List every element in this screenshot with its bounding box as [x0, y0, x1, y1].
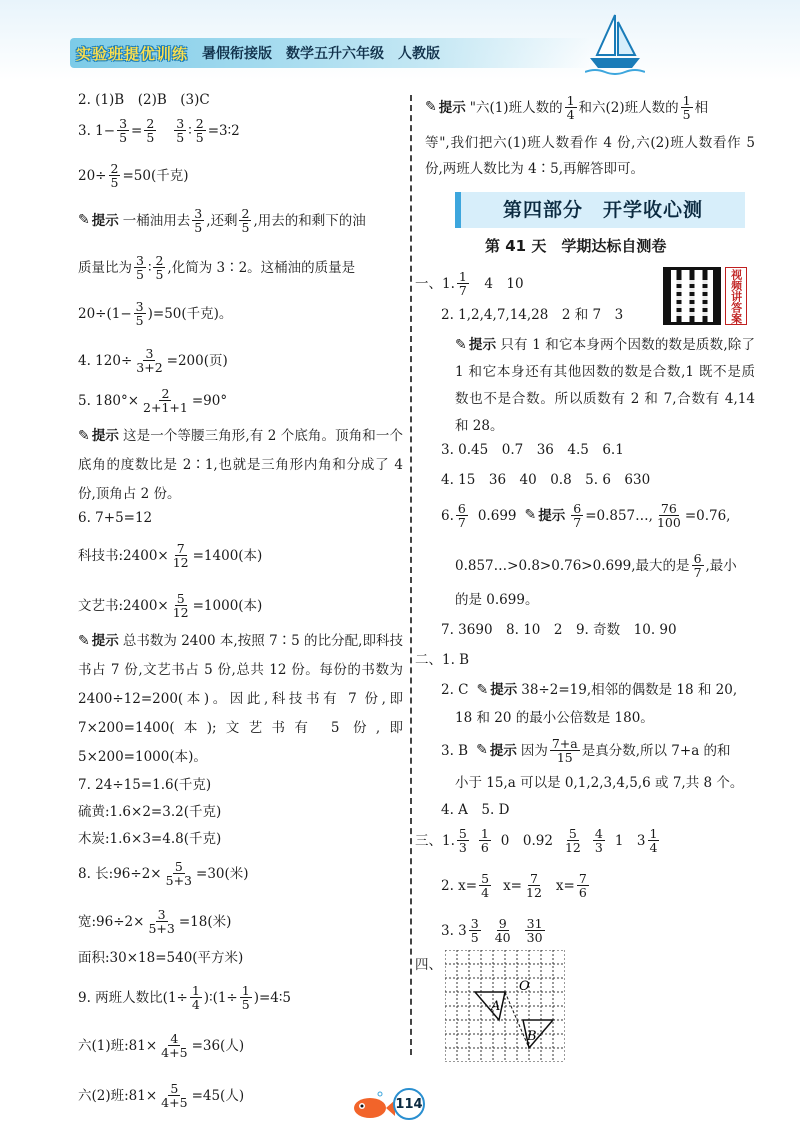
hint-icon: ✎	[455, 337, 467, 353]
fraction	[171, 542, 191, 569]
denominator: 4	[566, 107, 575, 123]
answer-q8	[78, 860, 249, 887]
fraction	[550, 737, 580, 764]
answer-text: =200(页)	[166, 352, 228, 369]
numerator: 4	[170, 1031, 179, 1046]
fraction	[456, 502, 468, 529]
fraction	[159, 1082, 189, 1109]
answer-q8-line2	[78, 908, 231, 935]
section-banner	[455, 192, 745, 228]
denominator: 5	[119, 130, 128, 146]
denominator: 7	[457, 515, 466, 531]
fraction	[593, 827, 605, 854]
answer-q7-line2	[78, 804, 221, 820]
denominator: 4	[191, 997, 200, 1013]
hint-q3-line1	[78, 207, 366, 234]
answer-text: 2. x=	[441, 877, 478, 894]
hint-icon: ✎	[78, 633, 90, 649]
fraction	[563, 827, 583, 854]
answer-text: 4. 15 36 40 0.8 5. 6 630	[441, 472, 651, 488]
denominator: 5	[155, 267, 164, 283]
denominator: 5+3	[165, 873, 193, 889]
answer-s2-q1	[415, 652, 469, 668]
hint-label: 提示	[538, 507, 566, 524]
hint-q9-line1	[425, 94, 708, 121]
answer-q2	[78, 92, 210, 108]
answer-text: ∶	[188, 122, 192, 139]
answer-text: 20÷	[78, 167, 107, 184]
edition-label: 人教版	[398, 46, 441, 62]
answer-q7-line3	[78, 831, 221, 847]
fraction	[141, 387, 190, 414]
denominator: 2+1+1	[143, 400, 188, 416]
hint-text: 38÷2=19,相邻的偶数是 18 和 20,	[521, 682, 738, 699]
fraction	[479, 872, 491, 899]
denominator: 7	[573, 515, 582, 531]
answer-s2-q4	[441, 802, 509, 818]
numerator: 6	[457, 501, 466, 516]
denominator: 30	[526, 930, 543, 946]
hint-icon: ✎	[476, 742, 488, 759]
numerator: 3	[194, 206, 203, 221]
hint-label: 提示	[438, 99, 466, 116]
hint-s1-q2	[455, 332, 755, 440]
denominator: 12	[526, 885, 542, 901]
fraction	[525, 917, 545, 944]
answer-text: 六(2)班:81×	[78, 1087, 158, 1104]
denominator: 5+3	[148, 921, 175, 937]
fraction	[159, 1032, 189, 1059]
fraction	[571, 502, 583, 529]
fraction	[457, 270, 469, 297]
fraction	[469, 917, 481, 944]
answer-text: 二、1. B	[415, 652, 470, 668]
answer-text: 0 0.92	[500, 832, 553, 849]
answer-s1-q2	[441, 307, 623, 323]
fraction	[153, 254, 165, 281]
answer-text: =	[131, 122, 143, 139]
hint-icon: ✎	[524, 507, 537, 524]
fraction	[190, 984, 202, 1011]
numerator: 9	[498, 916, 507, 931]
answer-s1-q6-line3	[455, 592, 538, 608]
hint-label: 提示	[91, 428, 120, 444]
numerator: 2	[161, 386, 170, 401]
denominator: 5	[470, 930, 479, 946]
denominator: 5	[241, 220, 250, 236]
hint-label: 提示	[489, 742, 517, 759]
answer-text: 4. 120÷	[78, 352, 133, 369]
fraction	[648, 827, 660, 854]
numerator: 3	[119, 116, 128, 131]
answer-q9-line2	[78, 1032, 244, 1059]
answer-text: 5. 180°×	[78, 392, 140, 409]
answer-text: 4 10	[470, 275, 524, 292]
fraction	[164, 860, 194, 887]
fraction	[655, 502, 683, 529]
numerator: 3	[157, 907, 166, 922]
hint-text: ,最小	[705, 557, 737, 574]
section-title: 第四部分 开学收心测	[502, 198, 703, 221]
answer-s3-q3	[441, 917, 547, 944]
denominator: 5	[135, 313, 144, 329]
denominator: 12	[172, 555, 189, 571]
answer-s2-q3-line2	[455, 775, 743, 791]
numerator: 1	[649, 826, 658, 841]
answer-text: 6.	[441, 507, 454, 524]
page-number: 114	[393, 1088, 425, 1120]
fraction	[692, 552, 704, 579]
numerator: 3	[176, 116, 185, 131]
answer-q8-line3	[78, 950, 243, 966]
answer-text: 3. 3	[441, 922, 467, 939]
answer-text: 面积:30×18=540(平方米)	[78, 950, 244, 966]
hint-text: =0.76,	[684, 507, 731, 524]
numerator: 1	[480, 826, 489, 841]
answer-text: 文艺书:2400×	[78, 597, 169, 614]
answer-q6-line3	[78, 592, 262, 619]
denominator: 5	[682, 107, 691, 123]
answer-text: 3. B	[441, 742, 469, 759]
answer-text: 科技书:2400×	[78, 547, 169, 564]
fraction	[134, 254, 146, 281]
answer-s2-q2-line2	[455, 710, 654, 726]
answer-text: =1400(本)	[192, 547, 263, 564]
numerator: 4	[594, 826, 603, 841]
hint-text: 0.857…>0.8>0.76>0.699,最大的是	[455, 557, 690, 574]
fraction	[457, 827, 469, 854]
answer-q3	[78, 117, 240, 144]
denominator: 4	[649, 840, 658, 856]
hint-text: 和六(2)班人数的	[578, 99, 679, 116]
answer-text: 1 3	[614, 832, 646, 849]
answer-q6-line2	[78, 542, 262, 569]
answer-text: =90°	[191, 392, 228, 409]
hint-text: )=50(千克)。	[147, 305, 233, 322]
answer-text: 三、1.	[415, 832, 455, 849]
answer-text: x=	[555, 877, 575, 894]
answer-s3-q1	[415, 827, 661, 854]
numerator: 7+a	[551, 736, 578, 751]
point-o-label: O	[519, 979, 530, 994]
series-label: 暑假衔接版	[202, 46, 273, 62]
denominator: 40	[494, 930, 511, 946]
fraction	[117, 117, 129, 144]
answer-text: )∶(1÷	[203, 989, 238, 1006]
answer-text: =1000(本)	[192, 597, 263, 614]
point-b-label: B	[527, 1029, 537, 1044]
answer-text: =18(米)	[178, 913, 232, 930]
denominator: 6	[480, 840, 489, 856]
answer-q9-line3	[78, 1082, 244, 1109]
hint-icon: ✎	[425, 99, 437, 116]
numerator: 2	[241, 206, 250, 221]
answer-text: 木炭:1.6×3=4.8(千克)	[78, 831, 222, 847]
denominator: 3	[458, 840, 467, 856]
hint-icon: ✎	[78, 212, 90, 229]
answer-text: 一、1.	[415, 275, 455, 292]
answer-text: 宽:96÷2×	[78, 913, 145, 930]
fraction	[192, 207, 204, 234]
numerator: 2	[146, 116, 155, 131]
denominator: 4+5	[161, 1095, 188, 1111]
answer-text: 0.699	[477, 507, 517, 524]
hint-text: 的是 0.699。	[455, 592, 539, 608]
brand-bar	[70, 38, 590, 68]
answer-text: =45(人)	[191, 1087, 245, 1104]
hint-text: 相	[694, 99, 709, 116]
fraction	[144, 117, 156, 144]
hint-text: 因为	[520, 742, 548, 759]
video-answer-label[interactable]: 视频讲答案	[725, 267, 747, 325]
fraction	[134, 347, 164, 374]
fraction	[194, 117, 206, 144]
hint-text: 这是一个等腰三角形,有 2 个底角。顶角和一个底角的度数比是 2∶1,也就是三角形内角和分成了 4 份,顶角占 2 份。	[78, 428, 404, 502]
numerator: 3	[136, 253, 144, 268]
answer-text: =3∶2	[207, 122, 240, 139]
denominator: 4	[481, 885, 490, 901]
fraction	[565, 94, 577, 121]
numerator: 1	[241, 983, 250, 998]
answer-s1-q3	[441, 442, 624, 458]
answer-text: 2. (1)B (2)B (3)C	[78, 92, 210, 108]
hint-text: 总书数为 2400 本,按照 7∶5 的比分配,即科技书占 7 份,文艺书占 5 份,总共 12 份。每份的书数为 2400÷12=200(本)。因此,科技书有 7 份,即 7×200=1400(本);文艺书有 5 份,即 5×200=1000(本)。	[78, 633, 403, 765]
denominator: 4+5	[161, 1045, 188, 1061]
numerator: 6	[693, 551, 702, 566]
answer-s1-q1	[415, 270, 524, 297]
denominator: 15	[556, 750, 573, 766]
answer-q4	[78, 347, 228, 374]
fraction	[146, 908, 176, 935]
hint-label: 提示	[91, 212, 119, 229]
answer-text: 3. 1−	[78, 122, 116, 139]
fraction	[681, 94, 693, 121]
answer-text: 2. C	[441, 682, 469, 699]
numerator: 5	[174, 859, 183, 874]
answer-text: 7. 3690 8. 10 2 9. 奇数 10. 90	[441, 622, 677, 638]
numerator: 2	[195, 116, 204, 131]
denominator: 5	[110, 175, 119, 191]
answer-q6	[78, 510, 152, 526]
hint-icon: ✎	[78, 428, 90, 444]
answer-text: =50(千克)	[122, 167, 189, 184]
answer-text: 7. 24÷15=1.6(千克)	[78, 777, 212, 793]
fraction	[109, 162, 121, 189]
hint-label: 提示	[91, 633, 119, 649]
answer-q3-line2	[78, 162, 188, 189]
answer-s1-q7	[441, 622, 677, 638]
answer-s4-label	[415, 957, 442, 973]
numerator: 1	[458, 269, 467, 284]
numerator: 7	[578, 871, 587, 886]
hint-text: 18 和 20 的最小公倍数是 180。	[455, 710, 654, 726]
denominator: 3	[594, 840, 603, 856]
point-a-label: A	[491, 999, 501, 1014]
numerator: 7	[176, 541, 185, 556]
fraction	[134, 300, 146, 327]
numerator: 5	[170, 1081, 179, 1096]
hint-label: 提示	[468, 337, 497, 353]
answer-text: =36(人)	[191, 1037, 245, 1054]
answer-text: 2. 1,2,4,7,14,28 2 和 7 3	[441, 307, 624, 323]
numerator: 2	[110, 161, 119, 176]
sub-title: 第 41 天 学期达标自测卷	[485, 237, 667, 255]
hint-q5	[78, 422, 403, 509]
answer-q7	[78, 777, 211, 793]
hint-text: "六(1)班人数的	[469, 99, 563, 116]
answer-s1-q6	[441, 502, 730, 529]
answer-text: 6. 7+5=12	[78, 510, 153, 526]
page-header	[0, 0, 800, 80]
numerator: 3	[135, 299, 144, 314]
denominator: 6	[578, 885, 587, 901]
fraction	[171, 592, 191, 619]
answer-text: )=4∶5	[253, 989, 291, 1006]
hint-text: 等",我们把六(1)班人数看作 4 份,六(2)班人数看作 5 份,两班人数比为 4∶5,再解答即可。	[425, 135, 755, 177]
answer-text: 4. A 5. D	[441, 802, 510, 818]
hint-q6	[78, 627, 403, 772]
hint-text: ,用去的和剩下的油	[253, 212, 366, 229]
answer-text: 四、	[415, 957, 442, 973]
hint-icon: ✎	[476, 682, 489, 698]
answer-s1-q6-line2	[455, 552, 737, 579]
numerator: 3	[145, 346, 154, 361]
denominator: 5	[176, 130, 185, 146]
hint-text: =0.857…,	[585, 507, 653, 524]
fraction	[524, 872, 544, 899]
denominator: 7	[458, 283, 467, 299]
denominator: 5	[195, 130, 204, 146]
denominator: 5	[146, 130, 155, 146]
numerator: 5	[176, 591, 185, 606]
grade-label: 数学五升六年级	[286, 46, 385, 62]
numerator: 5	[481, 871, 490, 886]
fraction	[577, 872, 589, 899]
qr-code[interactable]	[663, 267, 721, 325]
numerator: 5	[458, 826, 467, 841]
answer-s3-q2	[441, 872, 591, 899]
fish-mascot-icon	[350, 1090, 395, 1122]
answer-q9	[78, 984, 291, 1011]
answer-text: 8. 长:96÷2×	[78, 865, 162, 882]
fraction	[493, 917, 513, 944]
hint-text: ,还剩	[206, 212, 238, 229]
hint-text: ,化简为 3∶2。这桶油的质量是	[167, 259, 356, 276]
hint-text: 只有 1 和它本身两个因数的数是质数,除了 1 和它本身还有其他因数的数是合数,1 既不是质数也不是合数。所以质数有 2 和 7,合数有 4,14 和 28。	[455, 337, 756, 434]
denominator: 5	[241, 997, 250, 1013]
answer-text: 3. 0.45 0.7 36 4.5 6.1	[441, 442, 624, 458]
denominator: 5	[194, 220, 203, 236]
answer-text: 六(1)班:81×	[78, 1037, 158, 1054]
hint-text: 是真分数,所以 7+a 的和	[581, 742, 731, 759]
numerator: 1	[191, 983, 200, 998]
denominator: 12	[172, 605, 189, 621]
denominator: 3+2	[136, 360, 163, 376]
hint-q3-line3	[78, 300, 232, 327]
denominator: 5	[136, 267, 144, 283]
answer-q5	[78, 387, 227, 414]
hint-text: 质量比为	[78, 259, 132, 276]
numerator: 3	[470, 916, 479, 931]
numerator: 6	[573, 501, 582, 516]
numerator: 7	[529, 871, 538, 886]
fraction	[240, 984, 252, 1011]
fraction	[174, 117, 186, 144]
answer-s1-q4	[441, 472, 650, 488]
hint-text: 一桶油用去	[122, 212, 191, 229]
answer-text: 9. 两班人数比(1÷	[78, 989, 188, 1006]
hint-text: 20÷(1−	[78, 305, 132, 322]
hint-q9-rest	[425, 130, 755, 182]
answer-text: =30(米)	[196, 865, 249, 882]
grid-figure	[445, 950, 565, 1062]
numerator: 2	[155, 253, 164, 268]
hint-text: 小于 15,a 可以是 0,1,2,3,4,5,6 或 7,共 8 个。	[455, 775, 744, 791]
numerator: 76	[660, 501, 677, 516]
fraction	[239, 207, 251, 234]
denominator: 12	[564, 840, 581, 856]
answer-s2-q3	[441, 737, 731, 764]
numerator: 1	[682, 93, 691, 108]
hint-label: 提示	[490, 682, 518, 699]
brand-logo: 实验班提优训练	[76, 44, 189, 63]
sailboat-icon	[585, 10, 645, 75]
answer-text: x=	[503, 877, 522, 894]
denominator: 100	[656, 515, 681, 531]
numerator: 31	[526, 916, 543, 931]
numerator: 5	[568, 826, 577, 841]
denominator: 7	[693, 565, 702, 581]
answer-text: 硫黄:1.6×2=3.2(千克)	[78, 804, 222, 820]
hint-q3-line2	[78, 254, 355, 281]
answer-text: ∶	[147, 259, 152, 276]
column-divider	[410, 95, 412, 1055]
answer-s2-q2	[441, 682, 737, 699]
fraction	[479, 827, 491, 854]
numerator: 1	[566, 93, 575, 108]
